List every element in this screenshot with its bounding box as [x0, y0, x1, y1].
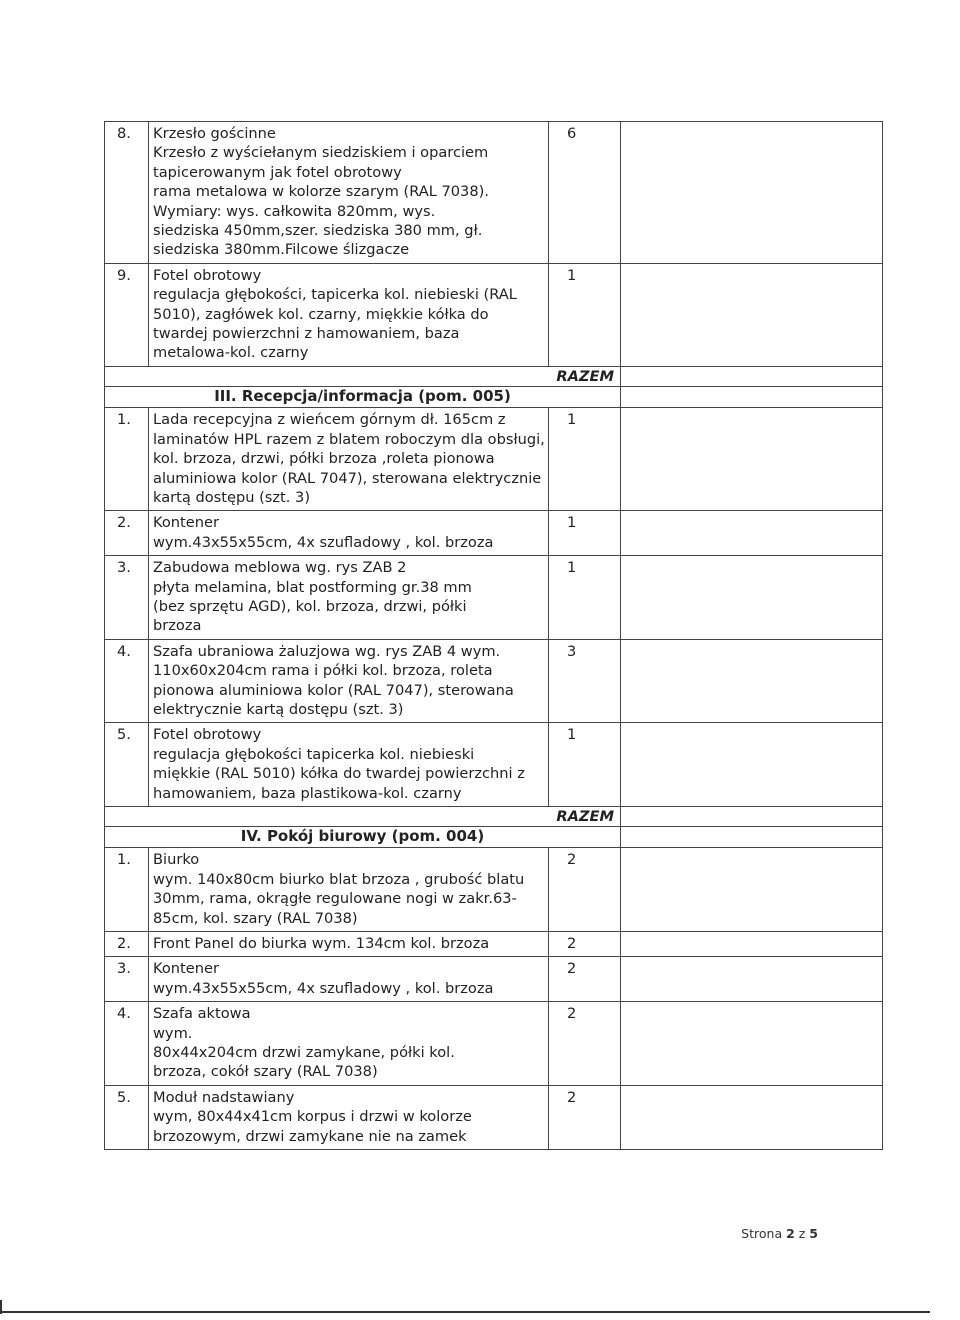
description-line: Kontener: [153, 960, 219, 978]
item-quantity: 1: [549, 408, 621, 511]
bottom-scan-tick: [0, 1300, 2, 1314]
item-row: [105, 639, 883, 723]
item-number: 2.: [105, 511, 149, 556]
footer-middle: z: [794, 1226, 810, 1241]
item-description: [149, 723, 549, 807]
description-line: brzoza: [153, 617, 202, 635]
item-row: [105, 263, 883, 366]
item-number: 5.: [105, 1085, 149, 1149]
empty-price-cell: [621, 122, 883, 264]
item-description: [149, 263, 549, 366]
description-line: kartą dostępu (szt. 3): [153, 488, 311, 506]
item-description: [149, 932, 549, 957]
item-row: [105, 932, 883, 957]
item-quantity: 1: [549, 556, 621, 640]
item-number: 1.: [105, 848, 149, 932]
item-row: [105, 957, 883, 1002]
description-line: rama metalowa w kolorze szarym (RAL 7038).: [153, 183, 489, 201]
description-line: wym.: [153, 1024, 193, 1042]
empty-price-cell: [621, 848, 883, 932]
item-row: [105, 723, 883, 807]
description-line: laminatów HPL razem z blatem roboczym dla obsługi,: [153, 430, 545, 448]
item-description: [149, 957, 549, 1002]
footer-page-total: 5: [809, 1226, 818, 1241]
description-line: elektrycznie kartą dostępu (szt. 3): [153, 700, 404, 718]
specification-sheet: [104, 121, 882, 1150]
razem-row: [105, 366, 883, 386]
description-line: wym. 140x80cm biurko blat brzoza , grubość blatu: [153, 870, 525, 888]
empty-price-cell: [621, 1002, 883, 1086]
empty-price-cell: [621, 957, 883, 1002]
description-line: (bez sprzętu AGD), kol. brzoza, drzwi, półki: [153, 597, 467, 615]
description-line: Krzesło gościnne: [153, 125, 276, 142]
item-number: 4.: [105, 639, 149, 723]
item-description: [149, 511, 549, 556]
razem-label: RAZEM: [105, 366, 621, 386]
item-number: 9.: [105, 263, 149, 366]
section-empty-cell: [621, 387, 883, 408]
item-number: 8.: [105, 122, 149, 264]
razem-row: [105, 807, 883, 827]
spec-table-body: [105, 122, 883, 1150]
description-line: Zabudowa meblowa wg. rys ZAB 2: [153, 559, 407, 577]
bottom-scan-rule: [0, 1311, 930, 1313]
description-line: Biurko: [153, 851, 200, 869]
section-header-row: [105, 387, 883, 408]
description-line: siedziska 450mm,szer. siedziska 380 mm, gł.: [153, 222, 483, 240]
item-row: [105, 1002, 883, 1086]
description-line: Kontener: [153, 514, 219, 532]
item-row: [105, 408, 883, 511]
description-line: 5010), zagłówek kol. czarny, miękkie kółka do: [153, 305, 489, 323]
item-number: 3.: [105, 957, 149, 1002]
empty-price-cell: [621, 932, 883, 957]
description-line: Moduł nadstawiany: [153, 1088, 295, 1106]
description-line: płyta melamina, blat postforming gr.38 mm: [153, 578, 472, 596]
item-row: [105, 848, 883, 932]
item-quantity: 2: [549, 932, 621, 957]
section-title: III. Recepcja/informacja (pom. 005): [105, 387, 621, 408]
item-row: [105, 1085, 883, 1149]
item-quantity: 6: [549, 122, 621, 264]
description-line: miękkie (RAL 5010) kółka do twardej powierzchni z: [153, 765, 525, 783]
item-quantity: 1: [549, 511, 621, 556]
item-quantity: 2: [549, 1002, 621, 1086]
empty-price-cell: [621, 408, 883, 511]
footer-prefix: Strona: [741, 1226, 787, 1241]
description-line: kol. brzoza, drzwi, półki brzoza ,roleta pionowa: [153, 450, 495, 468]
empty-price-cell: [621, 1085, 883, 1149]
description-line: brzozowym, drzwi zamykane nie na zamek: [153, 1127, 467, 1145]
description-line: Szafa aktowa: [153, 1005, 251, 1023]
footer-page-number: 2: [786, 1226, 795, 1241]
description-line: regulacja głębokości, tapicerka kol. niebieski (RAL: [153, 286, 517, 304]
item-row: [105, 556, 883, 640]
item-number: 5.: [105, 723, 149, 807]
description-line: 80x44x204cm drzwi zamykane, półki kol.: [153, 1044, 455, 1062]
spec-table: [104, 121, 883, 1150]
description-line: aluminiowa kolor (RAL 7047), sterowana elektrycznie: [153, 469, 542, 487]
item-quantity: 3: [549, 639, 621, 723]
description-line: Szafa ubraniowa żaluzjowa wg. rys ZAB 4 wym.: [153, 642, 501, 660]
item-description: [149, 122, 549, 264]
empty-price-cell: [621, 639, 883, 723]
item-description: [149, 556, 549, 640]
description-line: brzoza, cokół szary (RAL 7038): [153, 1063, 378, 1081]
item-number: 3.: [105, 556, 149, 640]
description-line: tapicerowanym jak fotel obrotowy: [153, 163, 402, 181]
empty-price-cell: [621, 723, 883, 807]
item-number: 2.: [105, 932, 149, 957]
page-footer: [741, 1226, 818, 1241]
description-line: regulacja głębokości tapicerka kol. niebieski: [153, 745, 475, 763]
razem-label: RAZEM: [105, 807, 621, 827]
item-quantity: 2: [549, 1085, 621, 1149]
item-quantity: 1: [549, 263, 621, 366]
description-line: wym, 80x44x41cm korpus i drzwi w kolorze: [153, 1108, 472, 1126]
description-line: 85cm, kol. szary (RAL 7038): [153, 909, 358, 927]
description-line: metalowa-kol. czarny: [153, 344, 309, 362]
description-line: Krzesło z wyściełanym siedziskiem i oparciem: [153, 144, 489, 162]
description-line: Lada recepcyjna z wieńcem górnym dł. 165cm z: [153, 411, 506, 429]
item-quantity: 2: [549, 848, 621, 932]
description-line: wym.43x55x55cm, 4x szufladowy , kol. brzoza: [153, 533, 494, 551]
item-number: 4.: [105, 1002, 149, 1086]
item-description: [149, 1002, 549, 1086]
section-empty-cell: [621, 827, 883, 848]
description-line: Fotel obrotowy: [153, 266, 262, 284]
description-line: Front Panel do biurka wym. 134cm kol. brzoza: [153, 935, 490, 953]
section-header-row: [105, 827, 883, 848]
empty-price-cell: [621, 556, 883, 640]
item-row: [105, 122, 883, 264]
item-row: [105, 511, 883, 556]
item-description: [149, 408, 549, 511]
item-description: [149, 1085, 549, 1149]
item-quantity: 2: [549, 957, 621, 1002]
description-line: 30mm, rama, okrągłe regulowane nogi w zakr.63-: [153, 890, 517, 908]
description-line: twardej powierzchni z hamowaniem, baza: [153, 325, 460, 343]
description-line: siedziska 380mm.Filcowe ślizgacze: [153, 241, 410, 259]
description-line: wym.43x55x55cm, 4x szufladowy , kol. brzoza: [153, 979, 494, 997]
description-line: Wymiary: wys. całkowita 820mm, wys.: [153, 202, 436, 220]
razem-value-cell: [621, 807, 883, 827]
item-quantity: 1: [549, 723, 621, 807]
item-description: [149, 848, 549, 932]
empty-price-cell: [621, 511, 883, 556]
item-number: 1.: [105, 408, 149, 511]
description-line: Fotel obrotowy: [153, 726, 262, 744]
description-line: hamowaniem, baza plastikowa-kol. czarny: [153, 784, 462, 802]
item-description: [149, 639, 549, 723]
section-title: IV. Pokój biurowy (pom. 004): [105, 827, 621, 848]
description-line: 110x60x204cm rama i półki kol. brzoza, roleta: [153, 662, 493, 680]
razem-value-cell: [621, 366, 883, 386]
description-line: pionowa aluminiowa kolor (RAL 7047), sterowana: [153, 681, 514, 699]
empty-price-cell: [621, 263, 883, 366]
